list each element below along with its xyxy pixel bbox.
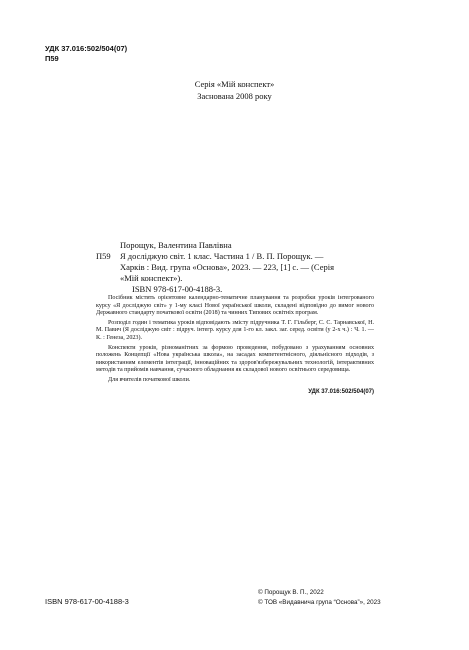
catalog-title-3: «Мій конспект»). [120, 273, 183, 283]
annotation-paragraph: Конспекти уроків, різноманітних за формою проведення, побудовано з урахуванням основних положень Концепції «Нова українська школа», на засадах компетентнісного, діяльнісного підходів, з використанням елементів інтеграції, інноваційних та здоров'язбережувальних технологій, інтерактивних методів та прийомів навчання, сучасного обладнання як складової нового освітнього середовища. [96, 344, 374, 374]
catalog-author: Порощук, Валентина Павлівна [120, 240, 232, 250]
series-title: Серія «Мій конспект» [194, 79, 275, 89]
series-founded: Заснована 2008 року [197, 90, 272, 101]
copyright-author: © Порощук В. П., 2022 [258, 589, 324, 596]
copyright-block [258, 588, 381, 607]
catalog-title-1: Я досліджую світ. 1 клас. Частина 1 / В. П. Порощук. — [120, 251, 324, 261]
catalog-udc: УДК 37.016:502/504(07) [308, 388, 374, 395]
catalog-annotation [96, 295, 374, 385]
annotation-paragraph: Для вчителів початкової школи. [108, 376, 191, 383]
catalog-card [96, 240, 374, 396]
catalog-title-line [96, 251, 374, 262]
series-block [0, 79, 469, 102]
author-sign-code: П59 [45, 54, 59, 63]
annotation-paragraph: Розподіл годин і тематика уроків відповідають змісту підручника Т. Г. Гільберг, С. С. Тарнавської, Н. М. Павич (Я досліджую світ : підруч. інтегр. курсу для 1-го кл. закл. заг. серед. освіти (у 2-х ч.) : Ч. 1. — К. : Генеза, 2023). [96, 319, 374, 341]
footer-isbn: ISBN 978-617-00-4188-3 [45, 597, 129, 606]
catalog-code: П59 [96, 251, 111, 261]
catalog-title-2: Харків : Вид. група «Основа», 2023. — 223, [1] с. — (Серія [120, 262, 334, 272]
annotation-paragraph: Посібник містить орієнтовне календарно-тематичне планування та розробки уроків інтегрованого курсу «Я досліджую світ» у 1-му класі Нової української школи, складені відповідно до вимог нового Державного стандарту початкової освіти (2018) та чинних Типових освітніх програм. [96, 295, 374, 317]
udc-code: УДК 37.016:502/504(07) [45, 44, 128, 53]
catalog-isbn: ISBN 978-617-00-4188-3. [132, 284, 223, 294]
udc-header [45, 44, 127, 64]
copyright-publisher: © ТОВ «Видавнича група “Основа”», 2023 [258, 598, 381, 606]
